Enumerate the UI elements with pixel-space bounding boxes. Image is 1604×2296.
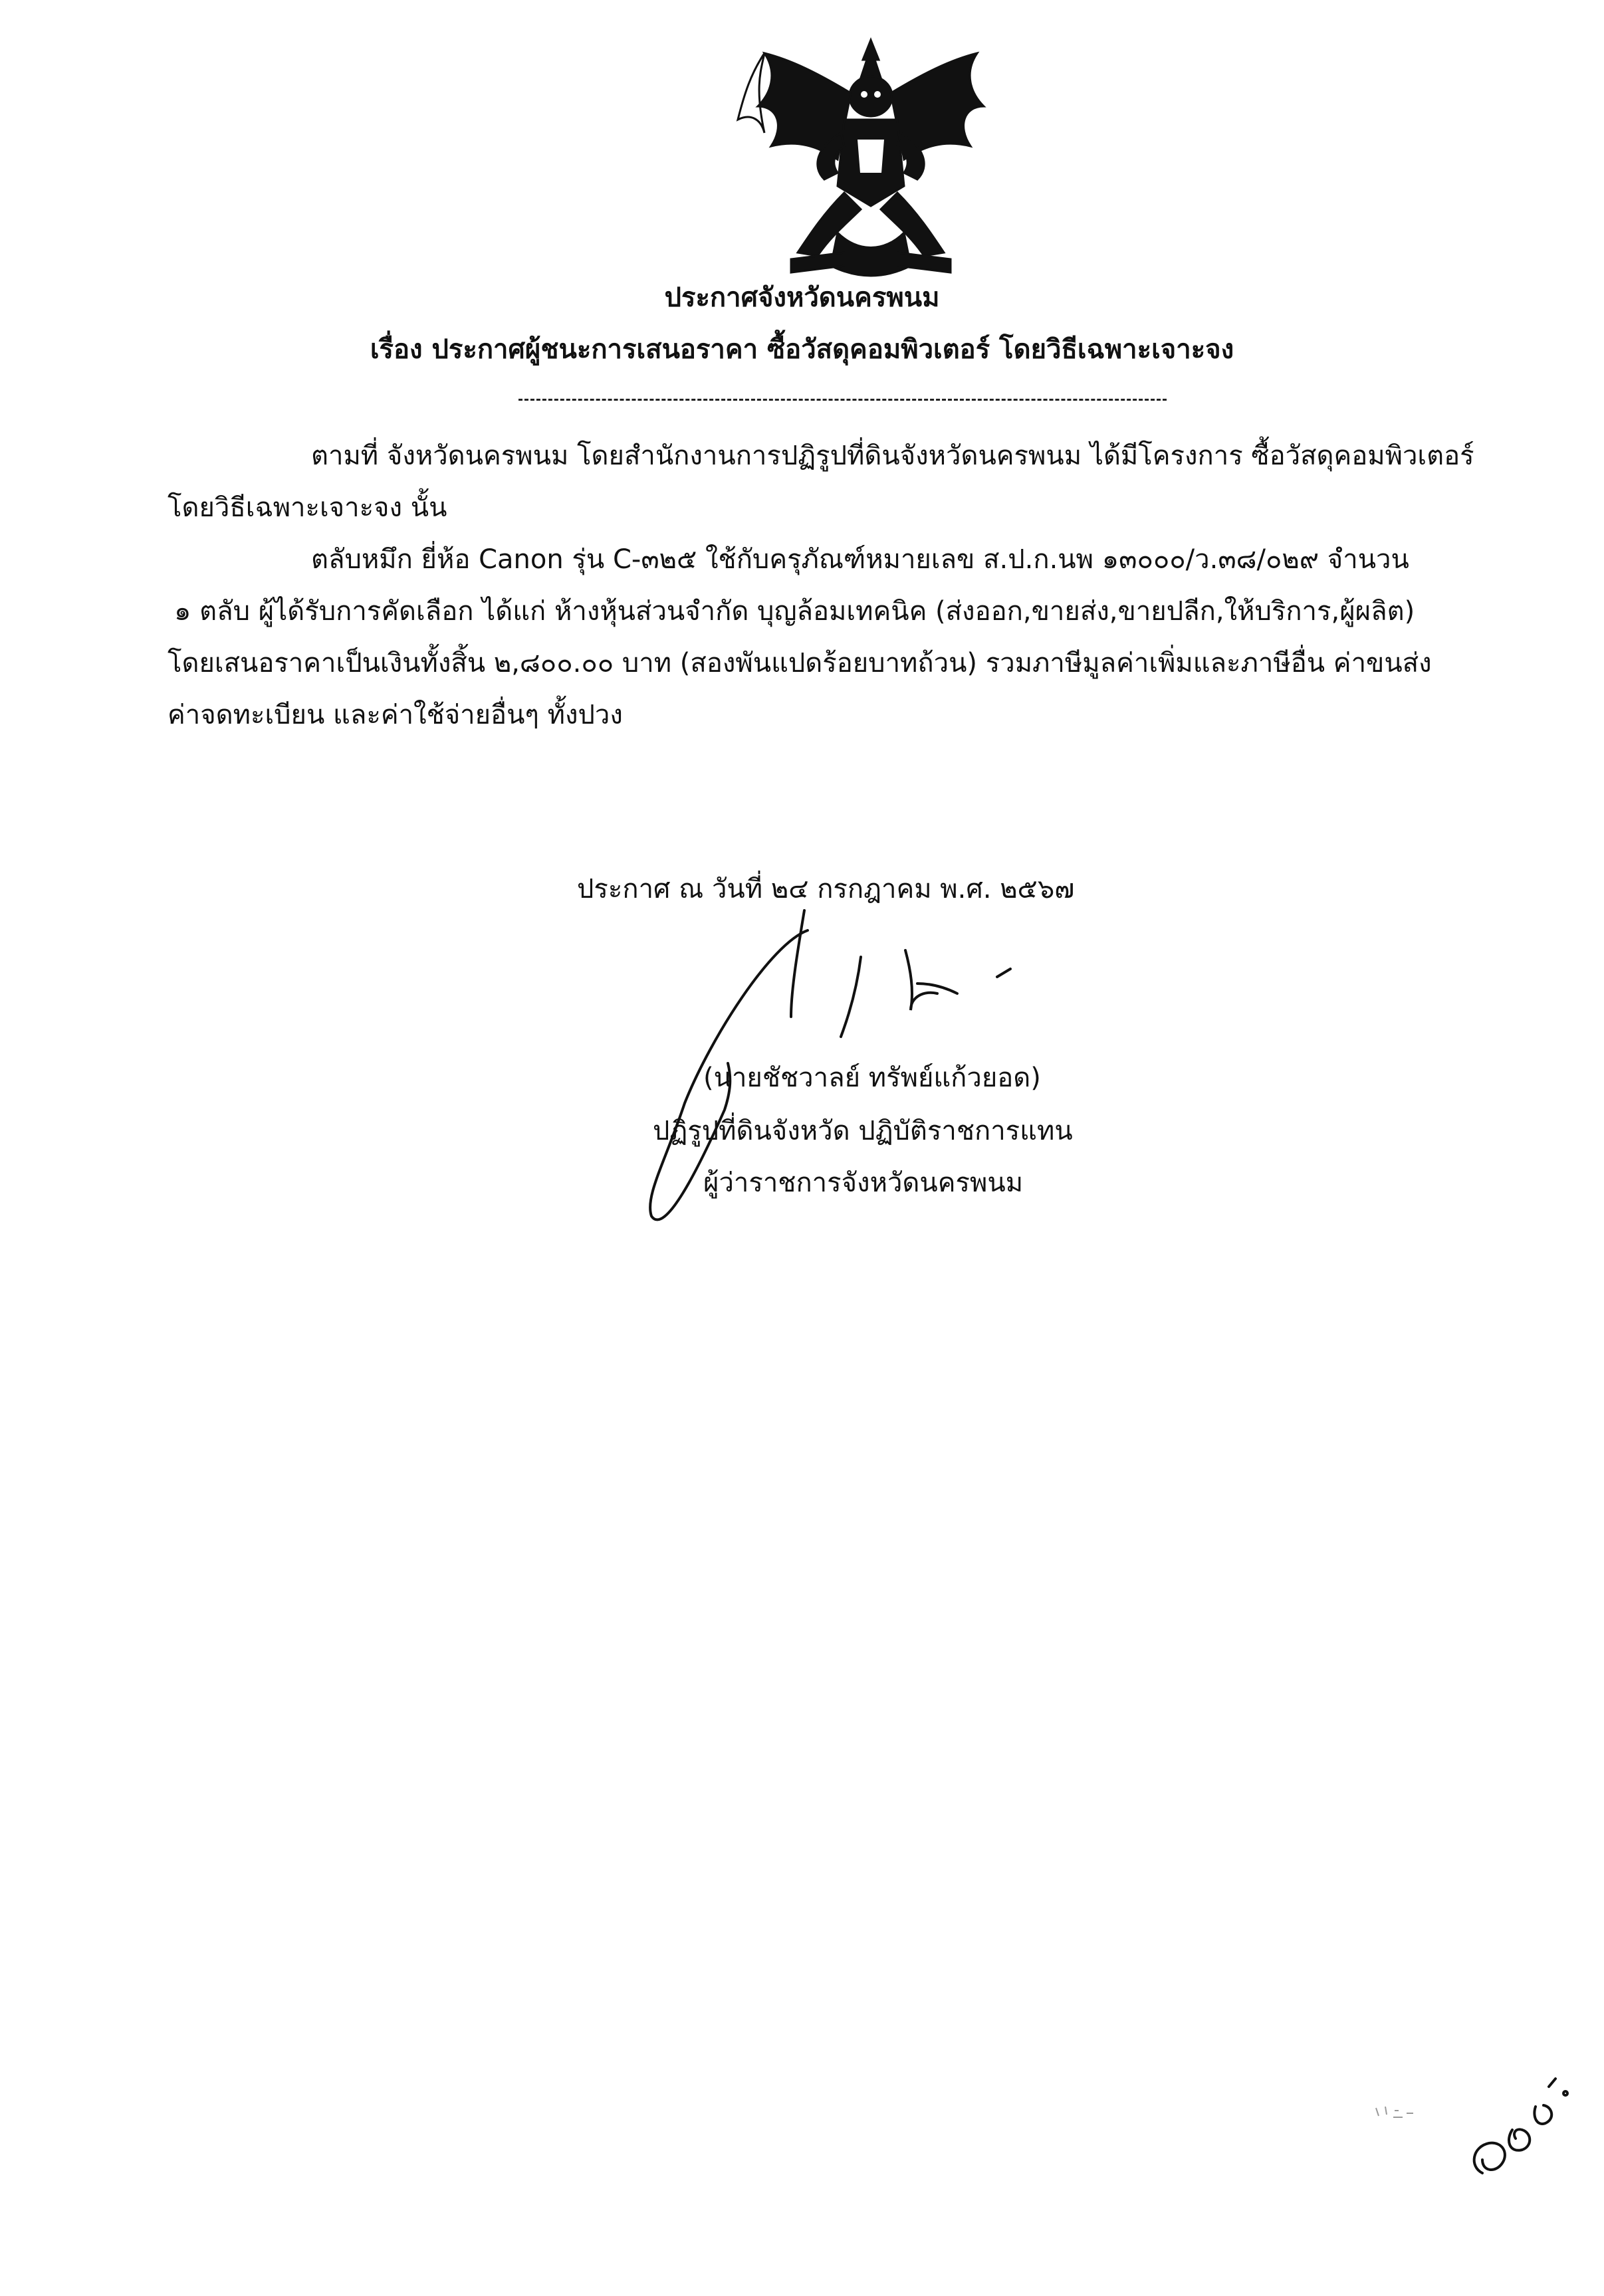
body-line-6: ค่าจดทะเบียน และค่าใช้จ่ายอื่นๆ ทั้งปวง bbox=[168, 700, 623, 730]
title-divider bbox=[518, 399, 1167, 401]
faint-mark bbox=[1369, 2101, 1423, 2128]
document-subject: เรื่อง ประกาศผู้ชนะการเสนอราคา ซื้อวัสดุคอมพิวเตอร์ โดยวิธีเฉพาะเจาะจง bbox=[370, 334, 1234, 365]
initials-mark bbox=[1456, 2067, 1582, 2186]
signatory-position-1: ปฏิรูปที่ดินจังหวัด ปฏิบัติราชการแทน bbox=[653, 1116, 1073, 1146]
body-line-4: ๑ ตลับ ผู้ได้รับการคัดเลือก ได้แก่ ห้างหุ้นส่วนจำกัด บุญล้อมเทคนิค (ส่งออก,ขายส่ง,ขายปลีก,ให้บริการ,ผู้ผลิต) bbox=[174, 596, 1415, 627]
body-line-5: โดยเสนอราคาเป็นเงินทั้งสิ้น ๒,๘๐๐.๐๐ บาท (สองพันแปดร้อยบาทถ้วน) รวมภาษีมูลค่าเพิ่มและภาษีอื่น ค่าขนส่ง bbox=[168, 648, 1432, 678]
document-title: ประกาศจังหวัดนครพนม bbox=[664, 282, 940, 313]
body-line-1: ตามที่ จังหวัดนครพนม โดยสำนักงานการปฏิรูปที่ดินจังหวัดนครพนม ได้มีโครงการ ซื้อวัสดุคอมพิวเตอร์ bbox=[311, 441, 1474, 471]
garuda-emblem bbox=[725, 33, 1017, 286]
signatory-name: (นายชัชวาลย์ ทรัพย์แก้วยอด) bbox=[703, 1063, 1041, 1093]
body-line-3: ตลับหมึก ยี่ห้อ Canon รุ่น C-๓๒๕ ใช้กับครุภัณฑ์หมายเลข ส.ป.ก.นพ ๑๓๐๐๐/ว.๓๘/๐๒๙ จำนวน bbox=[311, 544, 1409, 575]
body-line-2: โดยวิธีเฉพาะเจาะจง นั้น bbox=[168, 492, 447, 523]
announcement-date: ประกาศ ณ วันที่ ๒๔ กรกฎาคม พ.ศ. ๒๕๖๗ bbox=[577, 874, 1075, 904]
signatory-position-2: ผู้ว่าราชการจังหวัดนครพนม bbox=[703, 1168, 1024, 1198]
